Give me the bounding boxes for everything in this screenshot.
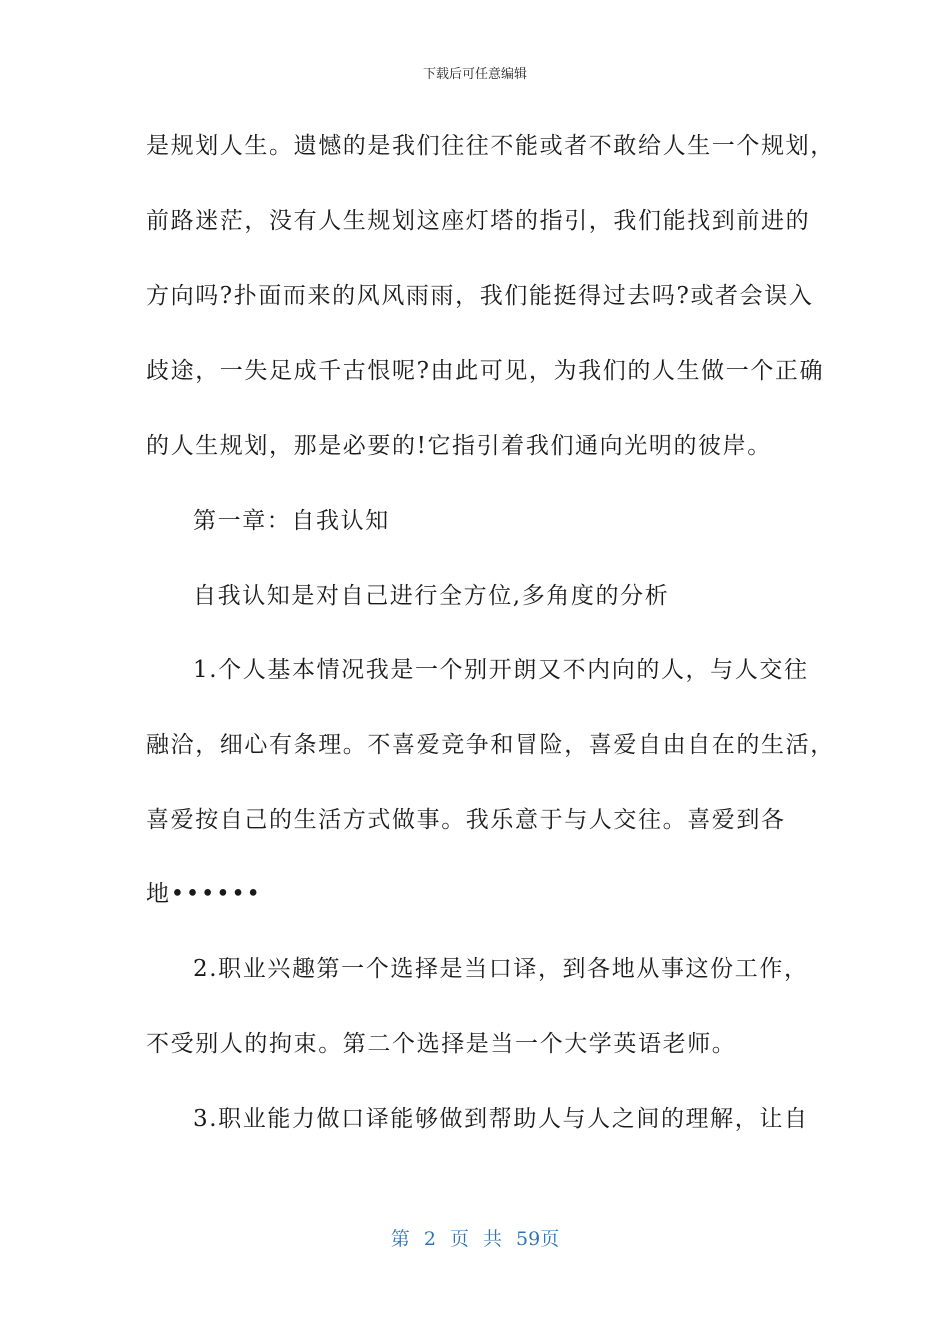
body-line: 2.职业兴趣第一个选择是当口译，到各地从事这份工作， <box>193 956 809 982</box>
body-line: 方向吗?扑面而来的风风雨雨，我们能挺得过去吗?或者会误入 <box>146 283 814 309</box>
page-header: 下载后可任意编辑 <box>422 67 527 82</box>
body-line: 前路迷茫，没有人生规划这座灯塔的指引，我们能找到前进的 <box>146 208 811 234</box>
chapter-heading: 第一章：自我认知 <box>193 508 390 534</box>
body-line: 1.个人基本情况我是一个别开朗又不内向的人，与人交往 <box>193 657 809 683</box>
body-line: 融洽，细心有条理。不喜爱竞争和冒险，喜爱自由自在的生活， <box>146 732 835 758</box>
body-line: 地•••••• <box>146 881 262 907</box>
body-line: 喜爱按自己的生活方式做事。我乐意于与人交往。喜爱到各 <box>146 807 786 833</box>
body-line: 3.职业能力做口译能够做到帮助人与人之间的理解，让自 <box>193 1106 809 1132</box>
body-line: 自我认知是对自己进行全方位,多角度的分析 <box>193 583 670 609</box>
body-line: 歧途，一失足成千古恨呢?由此可见，为我们的人生做一个正确 <box>146 358 825 384</box>
body-line: 是规划人生。遗憾的是我们往往不能或者不敢给人生一个规划， <box>146 133 835 159</box>
body-line: 的人生规划，那是必要的!它指引着我们通向光明的彼岸。 <box>146 433 772 459</box>
page-footer: 第 2 页 共 59页 <box>390 1228 560 1250</box>
body-line: 不受别人的拘束。第二个选择是当一个大学英语老师。 <box>146 1031 737 1057</box>
